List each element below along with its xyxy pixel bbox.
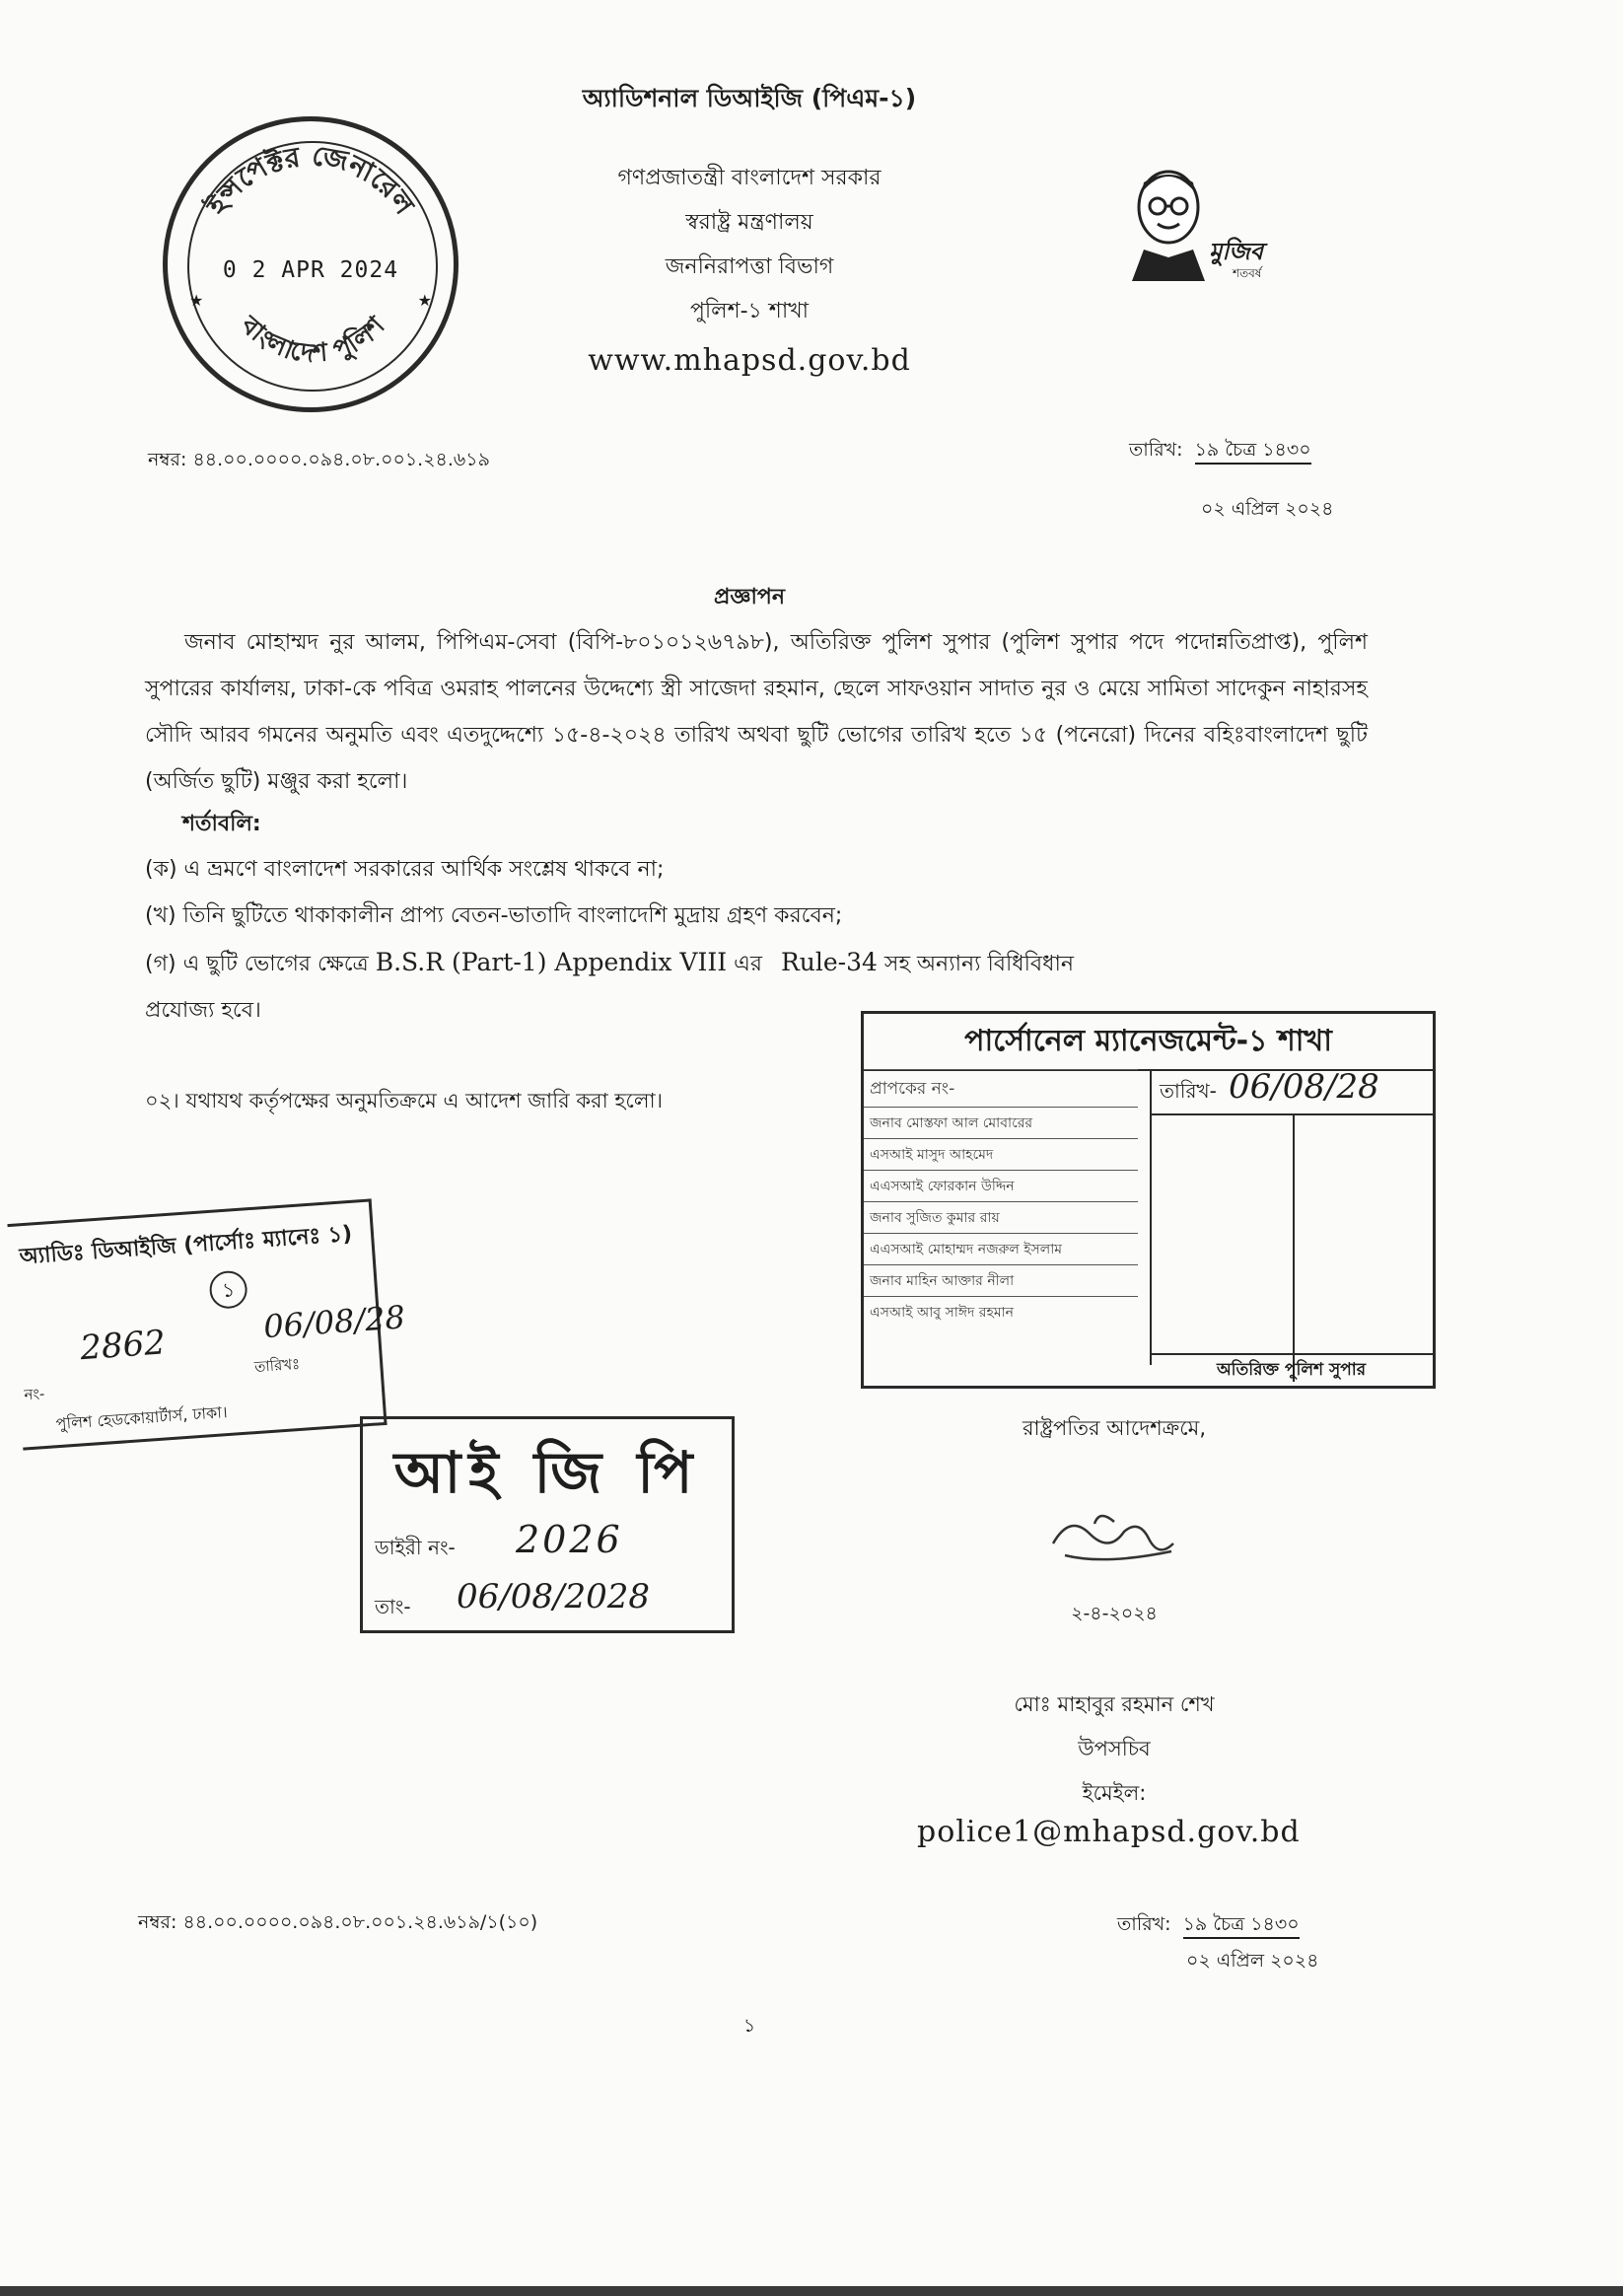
condition-ga [145, 939, 1368, 987]
pm-name-row: জনাব সুজিত কুমার রায় [864, 1201, 1138, 1233]
pm-name-row: জনাব মোস্তফা আল মোবারের [864, 1107, 1138, 1138]
gov-line-section: পুলিশ-১ শাখা [689, 299, 810, 323]
by-order-text: রাষ্ট্রপতির আদেশক্রমে, [1023, 1416, 1206, 1440]
memo-date-label: তারিখ: [1129, 439, 1183, 461]
memo2-number-label: নম্বর: [138, 1911, 177, 1933]
condition-ga-end: প্রযোজ্য হবে। [145, 998, 261, 1023]
igp-date-label: তাং- [375, 1595, 411, 1618]
page-number: ১ [742, 2015, 756, 2037]
condition-kha: (খ) তিনি ছুটিতে থাকাকালীন প্রাপ্য বেতন-ভাতাদি বাংলাদেশি মুদ্রায় গ্রহণ করবেন; [145, 903, 843, 928]
pm-name-row: এসআই মাসুদ আহমেদ [864, 1138, 1138, 1170]
gov-line-ministry: স্বরাষ্ট্র মন্ত্রণালয় [685, 210, 813, 235]
scan-bottom-edge [0, 2286, 1623, 2296]
left-stamp-mark: ১ [208, 1269, 248, 1310]
office-title: অ্যাডিশনাল ডিআইজি (পিএম-১) [582, 84, 917, 112]
memo2-date [1117, 1910, 1300, 1942]
pm-names-column [864, 1069, 1152, 1365]
pm-date-handwritten: 06/08/28 [1229, 1067, 1379, 1107]
pm-stamp-footer: অতিরিক্ত পুলিশ সুপার [1150, 1353, 1433, 1385]
left-stamp-date-handwritten: 06/08/28 [261, 1298, 407, 1346]
condition-ga-suffix: সহ অন্যান্য বিধিবিধান [883, 952, 1074, 976]
clause-02: ০২। যথাযথ কর্তৃপক্ষের অনুমতিক্রমে এ আদেশ জারি করা হলো। [145, 1089, 664, 1112]
left-stamp-number-handwritten: 2862 [79, 1323, 168, 1369]
condition-ka: (ক) এ ভ্রমণে বাংলাদেশ সরকারের আর্থিক সংশ্লেষ থাকবে না; [145, 857, 665, 882]
pm-name-row: জনাব মাহিন আক্তার নীলা [864, 1264, 1138, 1296]
igp-date-handwritten: 06/08/2028 [457, 1577, 650, 1616]
igp-stamp [360, 1416, 735, 1633]
seal-bottom-text: বাংলাদেশ পুলিশ [235, 310, 391, 370]
memo2-date-english: ০২ এপ্রিল ২০২৪ [1186, 1950, 1319, 1972]
website-link[interactable]: www.mhapsd.gov.bd [588, 343, 911, 378]
left-stamp-date-label: তারিখঃ [253, 1354, 301, 1377]
memo2-date-label: তারিখ: [1117, 1913, 1171, 1935]
svg-text:ইন্সপেক্টর জেনারেল [199, 139, 421, 222]
condition-ga-prefix: (গ) এ ছুটি ভোগের ক্ষেত্রে [145, 952, 369, 976]
pm-name-row: এএসআই মোহাম্মদ নজরুল ইসলাম [864, 1233, 1138, 1264]
left-stamp-title: অ্যাডিঃ ডিআইজি (পার্সোঃ ম্যানেঃ ১) [18, 1221, 353, 1270]
gov-line-division: জননিরাপত্তা বিভাগ [665, 254, 834, 279]
memo-date [1129, 436, 1311, 467]
signature-date: ২-৪-২০২৪ [1071, 1603, 1158, 1624]
igp-stamp-title: আই জি পি [393, 1439, 701, 1506]
seal-star-icon: ★ [417, 291, 432, 310]
logo-subtext: শতবর্ষ [1233, 266, 1262, 280]
signer-designation: উপসচিব [1078, 1737, 1151, 1760]
memo2-date-bangla: ১৯ চৈত্র ১৪৩০ [1183, 1913, 1300, 1939]
pm-date-label: তারিখ- [1160, 1079, 1217, 1103]
signer-block [947, 1683, 1282, 1816]
pm-receipt-label: প্রাপকের নং- [864, 1069, 1138, 1107]
memo-date-bangla: ১৯ চৈত্র ১৪৩০ [1195, 439, 1311, 465]
igp-diary-handwritten: 2026 [516, 1518, 623, 1561]
igp-diary-label: ডাইরী নং- [375, 1536, 456, 1559]
condition-ga-rule: Rule-34 [780, 948, 878, 976]
seal-date: 0 2 APR 2024 [222, 257, 399, 283]
notice-body: জনাব মোহাম্মদ নুর আলম, পিপিএম-সেবা (বিপি-৮০১০১২৬৭৯৮), অতিরিক্ত পুলিশ সুপার (পুলিশ সুপার পদে পদোন্নতিপ্রাপ্ত), পুলিশ সুপারের কার্যালয়, ঢাকা-কে পবিত্র ওমরাহ পালনের উদ্দেশ্যে স্ত্রী সাজেদা রহমান, ছেলে সাফওয়ান সাদাত নুর ও মেয়ে সামিতা সাদেকুন নাহারসহ সৌদি আরব গমনের অনুমতি এবং এতদুদ্দেশ্যে ১৫-৪-২০২৪ তারিখ অথবা ছুটি ভোগের তারিখ হতে ১৫ (পনেরো) দিনের বহিঃবাংলাদেশ ছুটি (অর্জিত ছুটি) মঞ্জুর করা হলো। [145, 630, 1368, 794]
pm-date-cell [1150, 1069, 1433, 1115]
memo-date-english: ০২ এপ্রিল ২০২৪ [1201, 498, 1334, 520]
pm-section-stamp [861, 1011, 1436, 1389]
left-stamp-address: পুলিশ হেডকোয়ার্টার্স, ঢাকা। [55, 1402, 229, 1434]
pm-name-row: এসআই আবু সাঈদ রহমান [864, 1296, 1138, 1327]
left-stamp-number-label: নং- [23, 1384, 45, 1404]
seal-top-text: ইন্সপেক্টর জেনারেল [199, 138, 421, 221]
condition-ga-mid: এর [734, 952, 762, 976]
pm-name-row: এএসআই ফোরকান উদ্দিন [864, 1170, 1138, 1201]
memo-number-value: ৪৪.০০.০০০০.০৯৪.০৮.০০১.২৪.৬১৯ [192, 449, 490, 470]
signer-name: মোঃ মাহাবুর রহমান শেখ [1014, 1692, 1215, 1716]
seal-star-icon: ★ [189, 291, 204, 310]
addl-dig-stamp [7, 1198, 407, 1450]
condition-ga-reference: B.S.R (Part-1) Appendix VIII [375, 948, 728, 976]
signature-image [1045, 1504, 1183, 1583]
memo-number-label: নম্বর: [148, 449, 187, 470]
ig-round-seal [163, 116, 459, 412]
email-address[interactable]: police1@mhapsd.gov.bd [917, 1815, 1301, 1849]
conditions-list [145, 846, 1368, 1034]
mujib-centenary-logo [1124, 163, 1302, 286]
notice-title: প্রজ্ঞাপন [714, 585, 785, 610]
gov-line-country: গণপ্রজাতন্ত্রী বাংলাদেশ সরকার [617, 166, 882, 190]
portrait-icon [1124, 163, 1213, 281]
svg-text:বাংলাদেশ পুলিশ [234, 310, 391, 369]
logo-text: মুজিব [1209, 238, 1264, 265]
conditions-title: শর্তাবলি: [182, 812, 261, 836]
memo2-number [138, 1908, 537, 1940]
memo2-number-value: ৪৪.০০.০০০০.০৯৪.০৮.০০১.২৪.৬১৯/১(১০) [182, 1911, 538, 1933]
government-header [552, 156, 947, 333]
pm-column-divider [1293, 1113, 1295, 1382]
email-label: ইমেইল: [1082, 1781, 1147, 1805]
memo-number [148, 446, 490, 477]
pm-stamp-title: পার্সোনেল ম্যানেজমেন্ট-১ শাখা [864, 1014, 1433, 1071]
